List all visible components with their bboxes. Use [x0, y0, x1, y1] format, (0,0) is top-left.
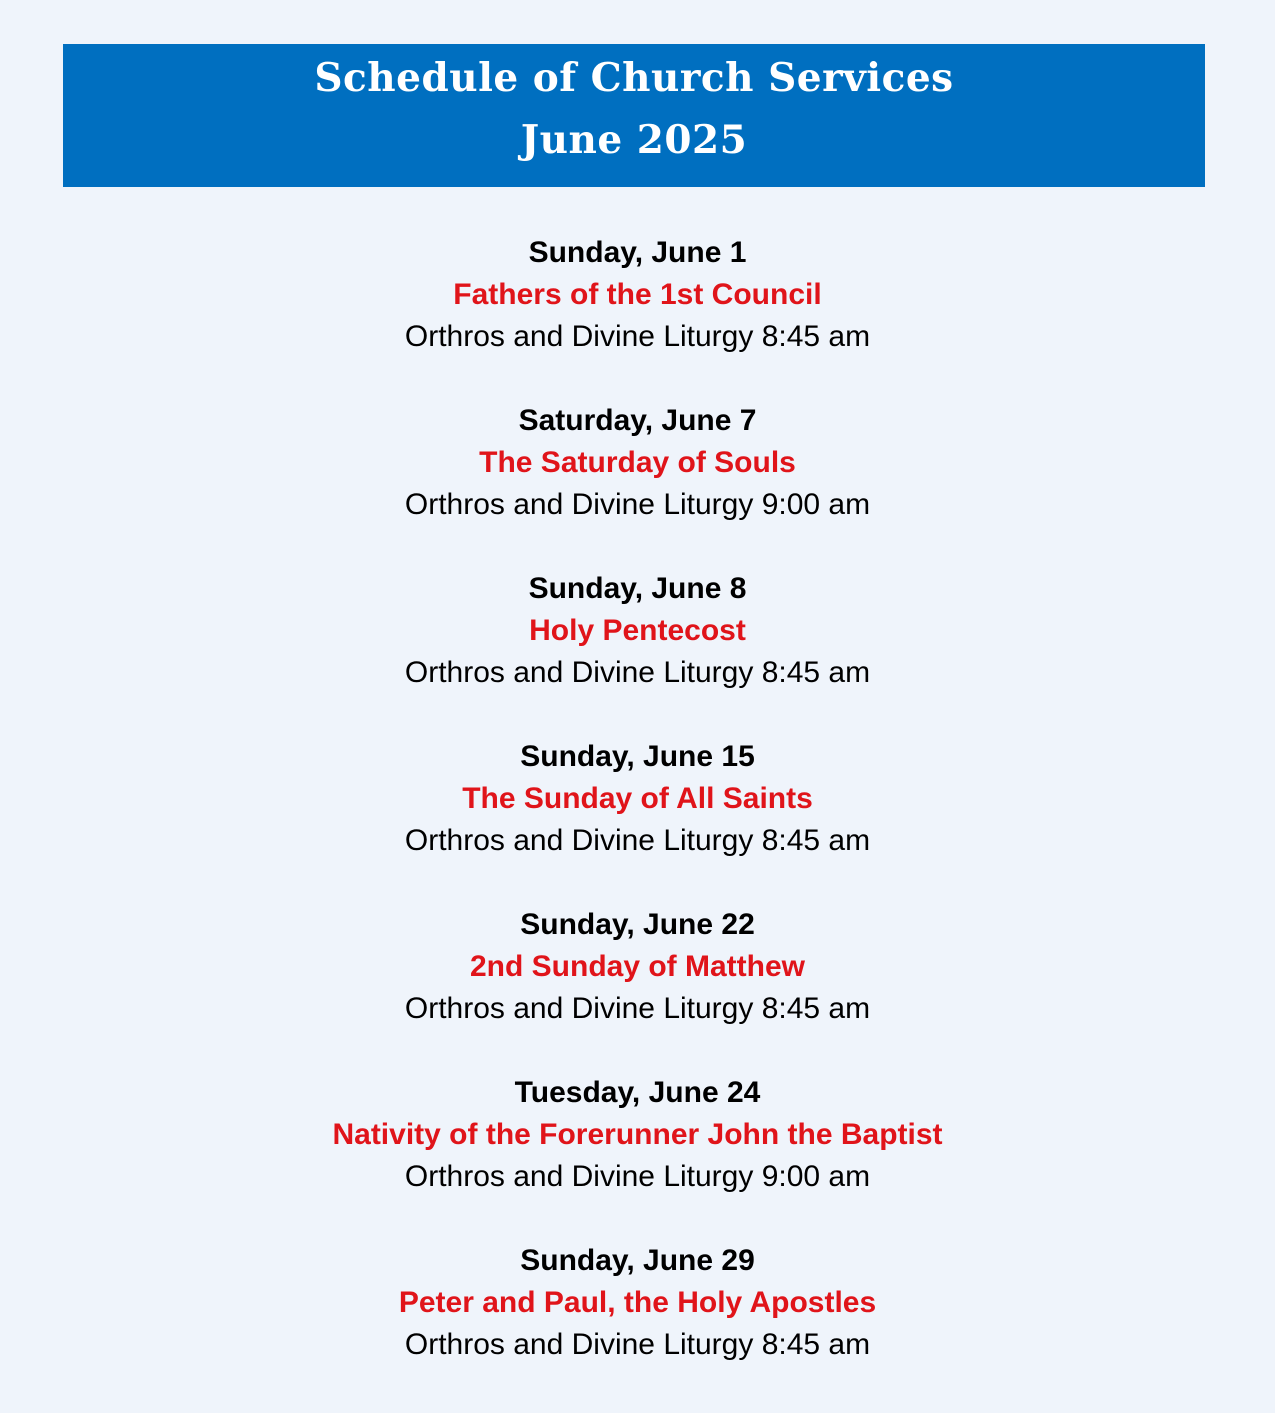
service-date: Sunday, June 15: [520, 740, 755, 773]
service-time: Orthros and Divine Liturgy 8:45 am: [404, 656, 871, 689]
service-time: Orthros and Divine Liturgy 8:45 am: [404, 992, 871, 1025]
service-date: Sunday, June 29: [520, 1244, 755, 1277]
schedule-month: June 2025: [520, 117, 748, 163]
service-date: Saturday, June 7: [518, 404, 757, 437]
service-date: Tuesday, June 24: [514, 1076, 761, 1109]
service-entry: [0, 568, 1275, 736]
service-time: Orthros and Divine Liturgy 8:45 am: [404, 320, 871, 353]
service-date: Sunday, June 8: [528, 572, 747, 605]
page-title: Schedule of Church Services: [314, 55, 954, 101]
service-feast: 2nd Sunday of Matthew: [469, 950, 805, 983]
service-time: Orthros and Divine Liturgy 9:00 am: [404, 1160, 871, 1193]
service-entry: [0, 904, 1275, 1072]
service-entry: [0, 736, 1275, 904]
service-date: Sunday, June 22: [520, 908, 755, 941]
service-time: Orthros and Divine Liturgy 9:00 am: [404, 488, 871, 521]
service-feast: Holy Pentecost: [529, 614, 746, 647]
service-entry: [0, 232, 1275, 400]
service-feast: The Saturday of Souls: [479, 446, 796, 479]
services-list: [0, 232, 1275, 1408]
service-feast: Fathers of the 1st Council: [453, 278, 822, 311]
service-entry: [0, 400, 1275, 568]
schedule-header: [63, 44, 1205, 187]
service-time: Orthros and Divine Liturgy 8:45 am: [404, 824, 871, 857]
service-entry: [0, 1072, 1275, 1240]
service-feast: Peter and Paul, the Holy Apostles: [398, 1286, 877, 1319]
service-feast: The Sunday of All Saints: [462, 782, 813, 815]
service-entry: [0, 1240, 1275, 1408]
service-date: Sunday, June 1: [528, 236, 747, 269]
service-feast: Nativity of the Forerunner John the Baptist: [332, 1118, 943, 1151]
service-time: Orthros and Divine Liturgy 8:45 am: [404, 1328, 871, 1361]
